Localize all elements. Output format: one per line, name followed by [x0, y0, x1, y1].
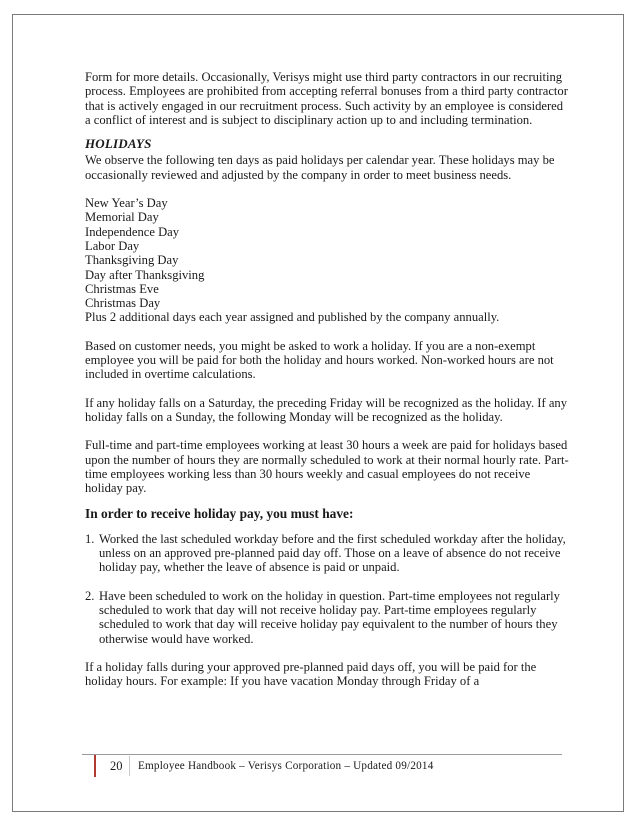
requirement-text: Worked the last scheduled workday before and the first scheduled workday after the holiday, unless on an approved pre-planned paid day off. Those on a leave of absence do not receive holiday pay, whether the leave of absence is paid or unpaid. — [99, 531, 566, 575]
footer-separator — [129, 756, 130, 776]
closing-paragraph: If a holiday falls during your approved pre-planned paid days off, you will be paid for the holiday hours. For example: If you have vacation Monday through Friday of a — [85, 659, 537, 689]
requirement-item — [85, 532, 570, 575]
holiday-item: Day after Thanksgiving — [85, 267, 205, 282]
holiday-item: Christmas Day — [85, 296, 161, 311]
requirement-number: 2. — [85, 588, 95, 603]
page-number: 20 — [110, 759, 123, 773]
holidays-intro: We observe the following ten days as paid holidays per calendar year. These holidays may be occasionally reviewed and adjusted by the company in order to meet business needs. — [85, 153, 555, 182]
fulltime-parttime-paragraph: Full-time and part-time employees working at least 30 hours a week are paid for holidays based upon the number of hours they are normally scheduled to work at their normal hourly rate. Part-time employees working less than 30 hours weekly and casual employees do not receive holiday pay. — [85, 438, 569, 496]
holidays-heading: HOLIDAYS — [85, 136, 152, 152]
requirement-number: 1. — [85, 531, 95, 546]
requirements-list — [85, 532, 570, 646]
holiday-item: Christmas Eve — [85, 281, 159, 296]
weekend-holiday-paragraph: If any holiday falls on a Saturday, the preceding Friday will be recognized as the holiday. If any holiday falls on a Sunday, the following Monday will be recognized as the holiday. — [85, 395, 568, 424]
page-content — [85, 70, 570, 688]
footer-accent-bar — [94, 755, 96, 777]
holiday-item: Thanksgiving Day — [85, 253, 179, 268]
footer-text: Employee Handbook – Verisys Corporation – Updated 09/2014 — [138, 760, 434, 772]
holiday-item: Plus 2 additional days each year assigned and published by the company annually. — [85, 310, 500, 325]
holiday-item: Memorial Day — [85, 210, 159, 225]
holiday-item: Labor Day — [85, 238, 140, 253]
holiday-item: Independence Day — [85, 224, 180, 239]
requirement-text: Have been scheduled to work on the holiday in question. Part-time employees not regularly scheduled to work that day will not receive holiday pay. Part-time employees regularly scheduled to work that day will receive holiday pay equivalent to the number of hours they otherwise would have worked. — [99, 588, 560, 646]
footer-rule — [82, 754, 562, 755]
page-footer — [82, 754, 562, 774]
requirement-item — [85, 589, 570, 646]
holiday-item: New Year’s Day — [85, 196, 168, 211]
customer-needs-paragraph: Based on customer needs, you might be asked to work a holiday. If you are a non-exempt employee you will be paid for both the holiday and hours worked. Non-worked hours are not included in overtime calculations. — [85, 338, 554, 382]
holiday-list — [85, 196, 570, 325]
intro-paragraph: Form for more details. Occasionally, Verisys might use third party contractors in our recruiting process. Employees are prohibited from accepting referral bonuses from a third party contractor that is actively engaged in our recruitment process. Such activity by an employee is considered a conflict of interest and is subject to disciplinary action up to and including termination. — [85, 70, 568, 127]
requirements-heading: In order to receive holiday pay, you must have: — [85, 506, 354, 522]
